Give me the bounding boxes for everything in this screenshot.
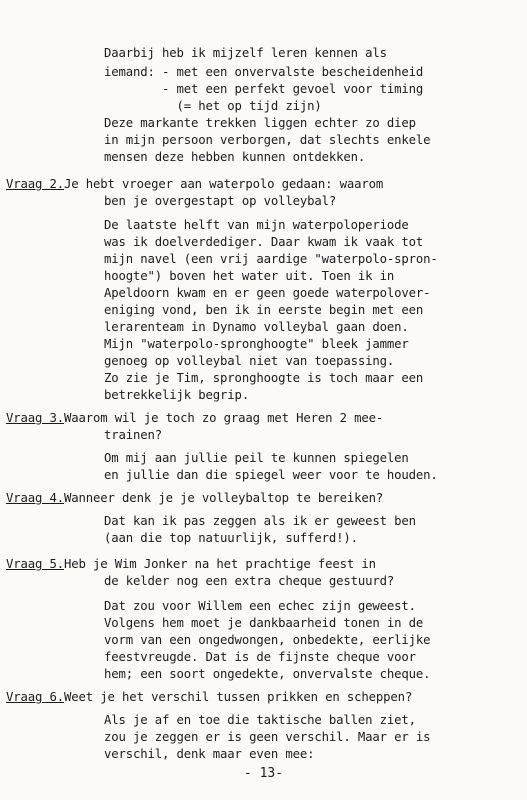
answer-line: Mijn "waterpolo-spronghoogte" bleek jammer [104, 337, 409, 351]
question-text: Heb je Wim Jonker na het prachtige feest in [64, 557, 376, 571]
question-label: Vraag 3. [6, 411, 65, 425]
answer-line: verschil, denk maar even mee: [104, 747, 315, 761]
answer-line: hoogte") boven het water uit. Toen ik in [104, 269, 395, 283]
answer-line: lerarenteam in Dynamo volleybal gaan doen. [104, 320, 409, 334]
answer-line: Dat kan ik pas zeggen als ik er geweest ben [104, 514, 416, 528]
question-6 [6, 689, 412, 705]
answer-line: genoeg op volleybal niet van toepassing. [104, 354, 395, 368]
intro-line: in mijn persoon verborgen, dat slechts enkele [104, 133, 431, 147]
intro-line: iemand: - met een onvervalste bescheidenheid [104, 65, 424, 79]
intro-line: Daarbij heb ik mijzelf leren kennen als [104, 46, 387, 60]
answer-line: feestvreugde. Dat is de fijnste cheque voor [104, 650, 416, 664]
question-2 [6, 176, 383, 192]
answer-line: hem; een soort ongedekte, onvervalste cheque. [104, 667, 431, 681]
answer-line: Apeldoorn kwam en er geen goede waterpolover- [104, 286, 431, 300]
answer-line: zou je zeggen er is geen verschil. Maar er is [104, 730, 431, 744]
answer-line: Om mij aan jullie peil te kunnen spiegelen [104, 451, 409, 465]
answer-line: was ik doelverdediger. Daar kwam ik vaak tot [104, 235, 424, 249]
question-text: de kelder nog een extra cheque gestuurd? [104, 574, 395, 588]
question-text: Waarom wil je toch zo graag met Heren 2 mee- [64, 411, 384, 425]
answer-line: en jullie dan die spiegel weer voor te houden. [104, 468, 438, 482]
answer-line: Dat zou voor Willem een echec zijn geweest. [104, 599, 416, 613]
question-text: Wanneer denk je je volleybaltop te bereiken? [64, 491, 384, 505]
answer-line: eniging vond, ben ik in eerste begin met een [104, 303, 424, 317]
question-text: trainen? [104, 428, 163, 442]
question-label: Vraag 2. [6, 177, 65, 191]
intro-line: Deze markante trekken liggen echter zo diep [104, 116, 416, 130]
answer-line: vorm van een ongedwongen, onbedekte, eerlijke [104, 633, 431, 647]
answer-line: Volgens hem moet je dankbaarheid tonen in de [104, 616, 424, 630]
question-text: Je hebt vroeger aan waterpolo gedaan: waarom [64, 177, 384, 191]
question-5 [6, 556, 376, 572]
answer-line: (aan die top natuurlijk, sufferd!). [104, 531, 358, 545]
intro-line: mensen deze hebben kunnen ontdekken. [104, 150, 366, 164]
page-number: - 13- [243, 766, 284, 781]
question-4 [6, 490, 383, 506]
answer-line: Zo zie je Tim, spronghoogte is toch maar een [104, 371, 424, 385]
question-text: Weet je het verschil tussen prikken en scheppen? [64, 690, 413, 704]
question-label: Vraag 5. [6, 557, 65, 571]
intro-line: - met een perfekt gevoel voor timing [104, 82, 424, 96]
answer-line: betrekkelijk begrip. [104, 388, 250, 402]
question-text: ben je overgestapt op volleybal? [104, 194, 337, 208]
question-3 [6, 410, 383, 426]
answer-line: Als je af en toe die taktische ballen ziet, [104, 713, 416, 727]
question-label: Vraag 6. [6, 690, 65, 704]
answer-line: mijn navel (een vrij aardige "waterpolo-spron- [104, 252, 438, 266]
intro-line: (= het op tijd zijn) [104, 99, 322, 113]
question-label: Vraag 4. [6, 491, 65, 505]
answer-line: De laatste helft van mijn waterpoloperiode [104, 218, 409, 232]
